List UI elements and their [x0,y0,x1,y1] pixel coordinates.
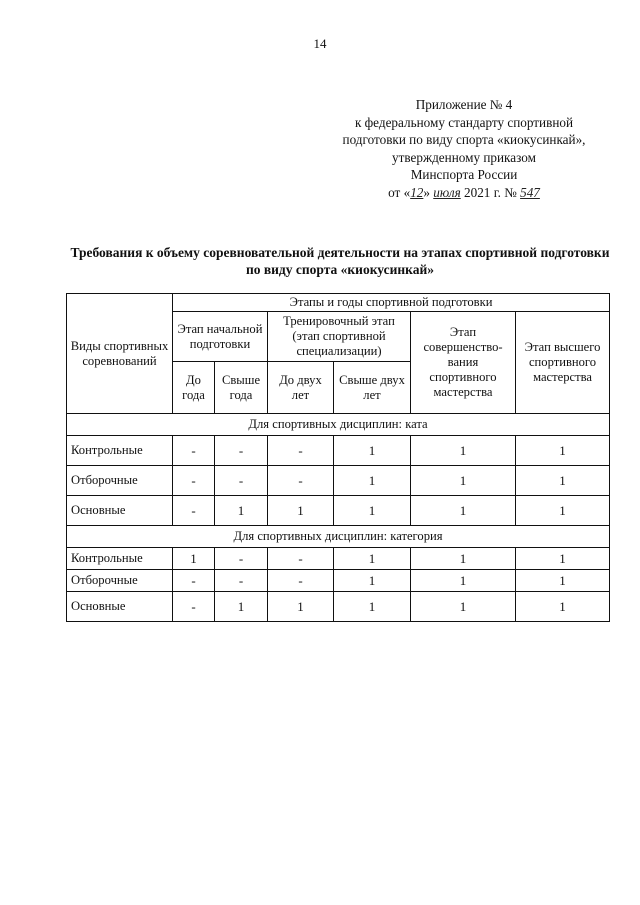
cell-value: 1 [215,592,268,622]
cell-value: - [215,436,268,466]
cell-value: 1 [411,592,516,622]
header-stage-improvement: Этап совершенство-вания спортивного мастерства [411,312,516,414]
cell-value: 1 [516,496,610,526]
annex-line-5: Минспорта России [410,167,518,182]
cell-value: - [268,570,334,592]
cell-value: - [173,436,215,466]
cell-value: 1 [411,570,516,592]
cell-value: 1 [516,570,610,592]
cell-value: 1 [516,436,610,466]
row-kind: Контрольные [67,548,173,570]
table-row [67,466,610,496]
cell-value: 1 [411,436,516,466]
header-training-over-two: Свыше двух лет [334,362,411,414]
cell-value: 1 [173,548,215,570]
annex-line-3: подготовки по виду спорта «киокусинкай», [342,132,586,147]
cell-value: 1 [411,496,516,526]
cell-value: - [173,496,215,526]
cell-value: - [173,466,215,496]
cell-value: 1 [215,496,268,526]
header-training-up-to-two: До двух лет [268,362,334,414]
cell-value: - [268,436,334,466]
date-mid: » [423,184,430,200]
cell-value: - [268,548,334,570]
header-initial-over-year: Свыше года [215,362,268,414]
cell-value: 1 [268,592,334,622]
header-competition-kinds: Виды спортивных соревнований [67,294,173,414]
date-prefix: от « [388,184,411,200]
row-kind: Отборочные [67,466,173,496]
cell-value: - [173,570,215,592]
annex-title: Приложение № 4 [415,97,513,112]
row-kind: Основные [67,496,173,526]
cell-value: 1 [411,548,516,570]
header-stages-group: Этапы и годы спортивной подготовки [173,294,610,312]
cell-value: 1 [334,496,411,526]
row-kind: Контрольные [67,436,173,466]
table-row [67,592,610,622]
cell-value: - [268,466,334,496]
cell-value: 1 [516,466,610,496]
date-day-handwritten: 12 [410,184,424,200]
cell-value: 1 [516,592,610,622]
row-kind: Отборочные [67,570,173,592]
row-kind: Основные [67,592,173,622]
cell-value: 1 [516,548,610,570]
section-title-kata: Для спортивных дисциплин: ката [67,414,610,436]
annex-header [314,96,614,201]
cell-value: 1 [334,570,411,592]
annex-line-2: к федеральному стандарту спортивной [354,114,574,130]
cell-value: 1 [334,548,411,570]
table-row [67,436,610,466]
document-title: Требования к объему соревновательной деятельности на этапах спортивной подготовки по виду спорта «киокусинкай» [70,245,610,277]
cell-value: 1 [334,466,411,496]
table-row [67,496,610,526]
cell-value: 1 [334,592,411,622]
cell-value: - [215,466,268,496]
cell-value: - [215,548,268,570]
cell-value: 1 [411,466,516,496]
page-number: 14 [313,36,327,51]
table-row [67,548,610,570]
order-number-handwritten: 547 [520,184,540,200]
cell-value: - [173,592,215,622]
header-initial-up-to-year: До года [173,362,215,414]
requirements-table [66,293,610,622]
header-stage-initial: Этап начальной подготовки [173,312,268,362]
annex-date-line [314,184,614,202]
header-stage-training: Тренировочный этап (этап спортивной специализации) [268,312,411,362]
section-title-category: Для спортивных дисциплин: категория [67,526,610,548]
cell-value: 1 [268,496,334,526]
cell-value: 1 [334,436,411,466]
date-year: 2021 г. № [464,184,517,200]
table-row [67,570,610,592]
cell-value: - [215,570,268,592]
header-stage-highest: Этап высшего спортивного мастерства [516,312,610,414]
date-month-handwritten: июля [433,184,461,200]
annex-line-4: утвержденному приказом [392,149,536,165]
